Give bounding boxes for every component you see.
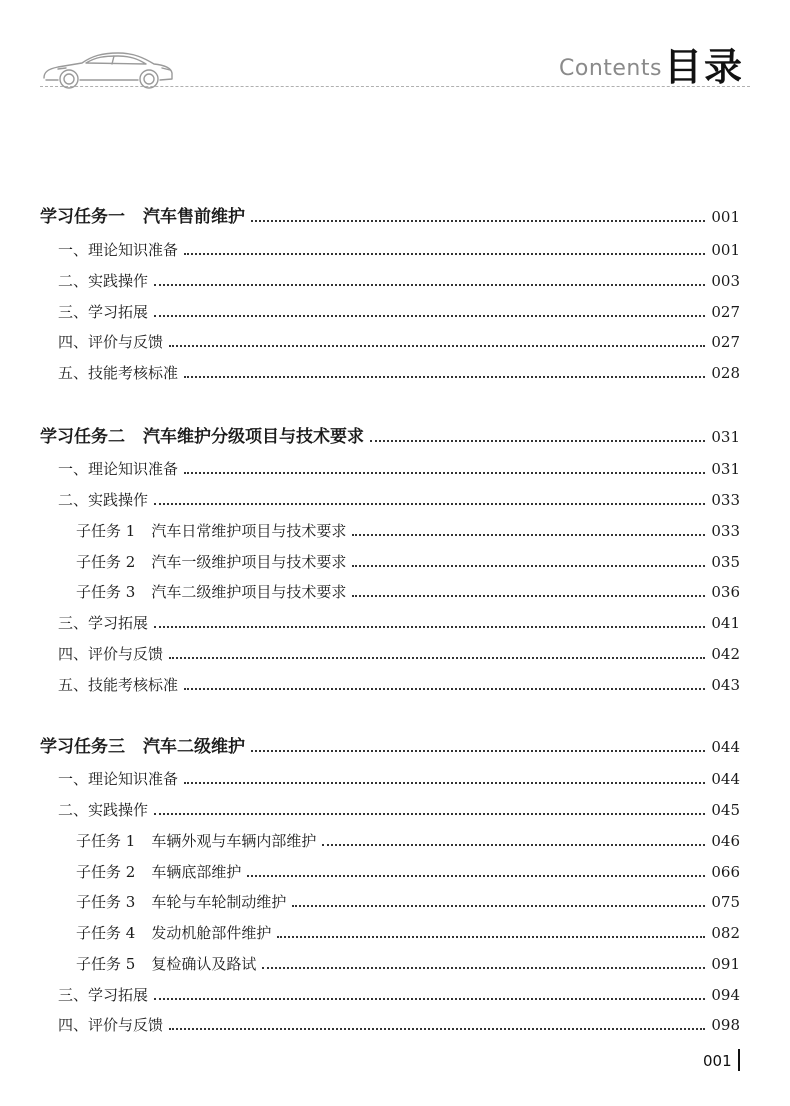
subtask-title: 发动机舱部件维护 [151, 924, 272, 942]
page-number: 031 [711, 428, 740, 446]
toc-subtask[interactable] [40, 888, 740, 912]
leader-dots [169, 1028, 705, 1030]
chapter-number: 学习任务二 [40, 427, 125, 447]
entry-label: 一、理论知识准备 [58, 460, 179, 478]
leader-dots [322, 844, 705, 846]
leader-dots [251, 220, 705, 222]
leader-dots [154, 626, 705, 628]
leader-dots [247, 875, 705, 877]
page-number: 031 [711, 460, 740, 478]
entry-label: 三、学习拓展 [58, 303, 149, 321]
entry-label: 四、评价与反馈 [58, 333, 164, 351]
toc-chapter-2[interactable] [40, 423, 740, 447]
page-number: 042 [711, 645, 740, 663]
toc-entry[interactable] [40, 671, 740, 695]
leader-dots [184, 782, 705, 784]
toc-entry[interactable] [40, 486, 740, 510]
toc-entry[interactable] [40, 796, 740, 820]
chapter-title: 汽车维护分级项目与技术要求 [143, 427, 364, 447]
page-number: 044 [711, 770, 740, 788]
contents-title-zh: 目录 [664, 45, 745, 89]
toc-subtask[interactable] [40, 578, 740, 602]
leader-dots [169, 345, 705, 347]
chapter-number: 学习任务一 [40, 207, 125, 227]
page-number: 001 [711, 241, 740, 259]
leader-dots [169, 657, 705, 659]
leader-dots [184, 253, 705, 255]
leader-dots [184, 472, 705, 474]
toc-subtask[interactable] [40, 827, 740, 851]
toc-chapter-3[interactable] [40, 733, 740, 757]
toc-entry[interactable] [40, 328, 740, 352]
page-number: 082 [711, 924, 740, 942]
page-number: 001 [711, 208, 740, 226]
page-number: 066 [711, 863, 740, 881]
entry-label: 二、实践操作 [58, 272, 149, 290]
subtask-number: 子任务 4 [76, 924, 136, 942]
page-number: 044 [711, 738, 740, 756]
subtask-number: 子任务 2 [76, 863, 136, 881]
page-number: 043 [711, 676, 740, 694]
page-number: 027 [711, 333, 740, 351]
subtask-number: 子任务 2 [76, 553, 136, 571]
subtask-number: 子任务 3 [76, 583, 136, 601]
subtask-title: 车辆底部维护 [151, 863, 242, 881]
entry-label: 四、评价与反馈 [58, 645, 164, 663]
page-number: 036 [711, 583, 740, 601]
leader-dots [292, 905, 705, 907]
page-number: 035 [711, 553, 740, 571]
subtask-title: 车辆外观与车辆内部维护 [151, 832, 317, 850]
chapter-title: 汽车二级维护 [143, 737, 245, 757]
page-number: 091 [711, 955, 740, 973]
subtask-number: 子任务 5 [76, 955, 136, 973]
toc-entry[interactable] [40, 455, 740, 479]
leader-dots [262, 967, 705, 969]
page-header [0, 0, 790, 100]
leader-dots [352, 595, 705, 597]
subtask-title: 汽车一级维护项目与技术要求 [151, 553, 347, 571]
page-number: 041 [711, 614, 740, 632]
sports-car-icon [40, 48, 176, 90]
page-number: 075 [711, 893, 740, 911]
leader-dots [352, 534, 705, 536]
entry-label: 二、实践操作 [58, 801, 149, 819]
subtask-title: 汽车二级维护项目与技术要求 [151, 583, 347, 601]
entry-label: 五、技能考核标准 [58, 676, 179, 694]
toc-subtask[interactable] [40, 548, 740, 572]
entry-label: 一、理论知识准备 [58, 241, 179, 259]
leader-dots [184, 688, 705, 690]
toc-entry[interactable] [40, 359, 740, 383]
toc-subtask[interactable] [40, 517, 740, 541]
toc-entry[interactable] [40, 609, 740, 633]
entry-label: 五、技能考核标准 [58, 364, 179, 382]
entry-label: 二、实践操作 [58, 491, 149, 509]
toc-subtask[interactable] [40, 919, 740, 943]
subtask-title: 汽车日常维护项目与技术要求 [151, 522, 347, 540]
footer-divider-bar [738, 1049, 740, 1071]
page-number: 027 [711, 303, 740, 321]
toc-entry[interactable] [40, 236, 740, 260]
toc-entry[interactable] [40, 981, 740, 1005]
leader-dots [251, 750, 705, 752]
entry-label: 三、学习拓展 [58, 614, 149, 632]
subtask-title: 车轮与车轮制动维护 [151, 893, 287, 911]
page-number: 098 [711, 1016, 740, 1034]
leader-dots [277, 936, 705, 938]
subtask-number: 子任务 3 [76, 893, 136, 911]
page-number: 045 [711, 801, 740, 819]
leader-dots [184, 376, 705, 378]
chapter-title: 汽车售前维护 [143, 207, 245, 227]
leader-dots [154, 503, 705, 505]
toc-entry[interactable] [40, 1011, 740, 1035]
leader-dots [154, 813, 705, 815]
toc-chapter-1[interactable] [40, 203, 740, 227]
entry-label: 三、学习拓展 [58, 986, 149, 1004]
contents-title-en: Contents [559, 56, 662, 81]
page-number: 033 [711, 522, 740, 540]
toc-subtask[interactable] [40, 858, 740, 882]
leader-dots [352, 565, 705, 567]
toc-entry[interactable] [40, 765, 740, 789]
leader-dots [154, 998, 705, 1000]
subtask-number: 子任务 1 [76, 522, 136, 540]
page-number: 028 [711, 364, 740, 382]
entry-label: 一、理论知识准备 [58, 770, 179, 788]
toc-subtask[interactable] [40, 950, 740, 974]
page-number: 003 [711, 272, 740, 290]
chapter-number: 学习任务三 [40, 737, 125, 757]
page-number: 094 [711, 986, 740, 1004]
toc-entry[interactable] [40, 640, 740, 664]
page-number: 033 [711, 491, 740, 509]
header-dashed-divider [40, 86, 750, 87]
subtask-number: 子任务 1 [76, 832, 136, 850]
leader-dots [154, 315, 705, 317]
leader-dots [154, 284, 705, 286]
page-number: 046 [711, 832, 740, 850]
leader-dots [370, 440, 705, 442]
entry-label: 四、评价与反馈 [58, 1016, 164, 1034]
toc-entry[interactable] [40, 298, 740, 322]
subtask-title: 复检确认及路试 [151, 955, 257, 973]
toc-entry[interactable] [40, 267, 740, 291]
footer-page-number: 001 [703, 1052, 732, 1070]
